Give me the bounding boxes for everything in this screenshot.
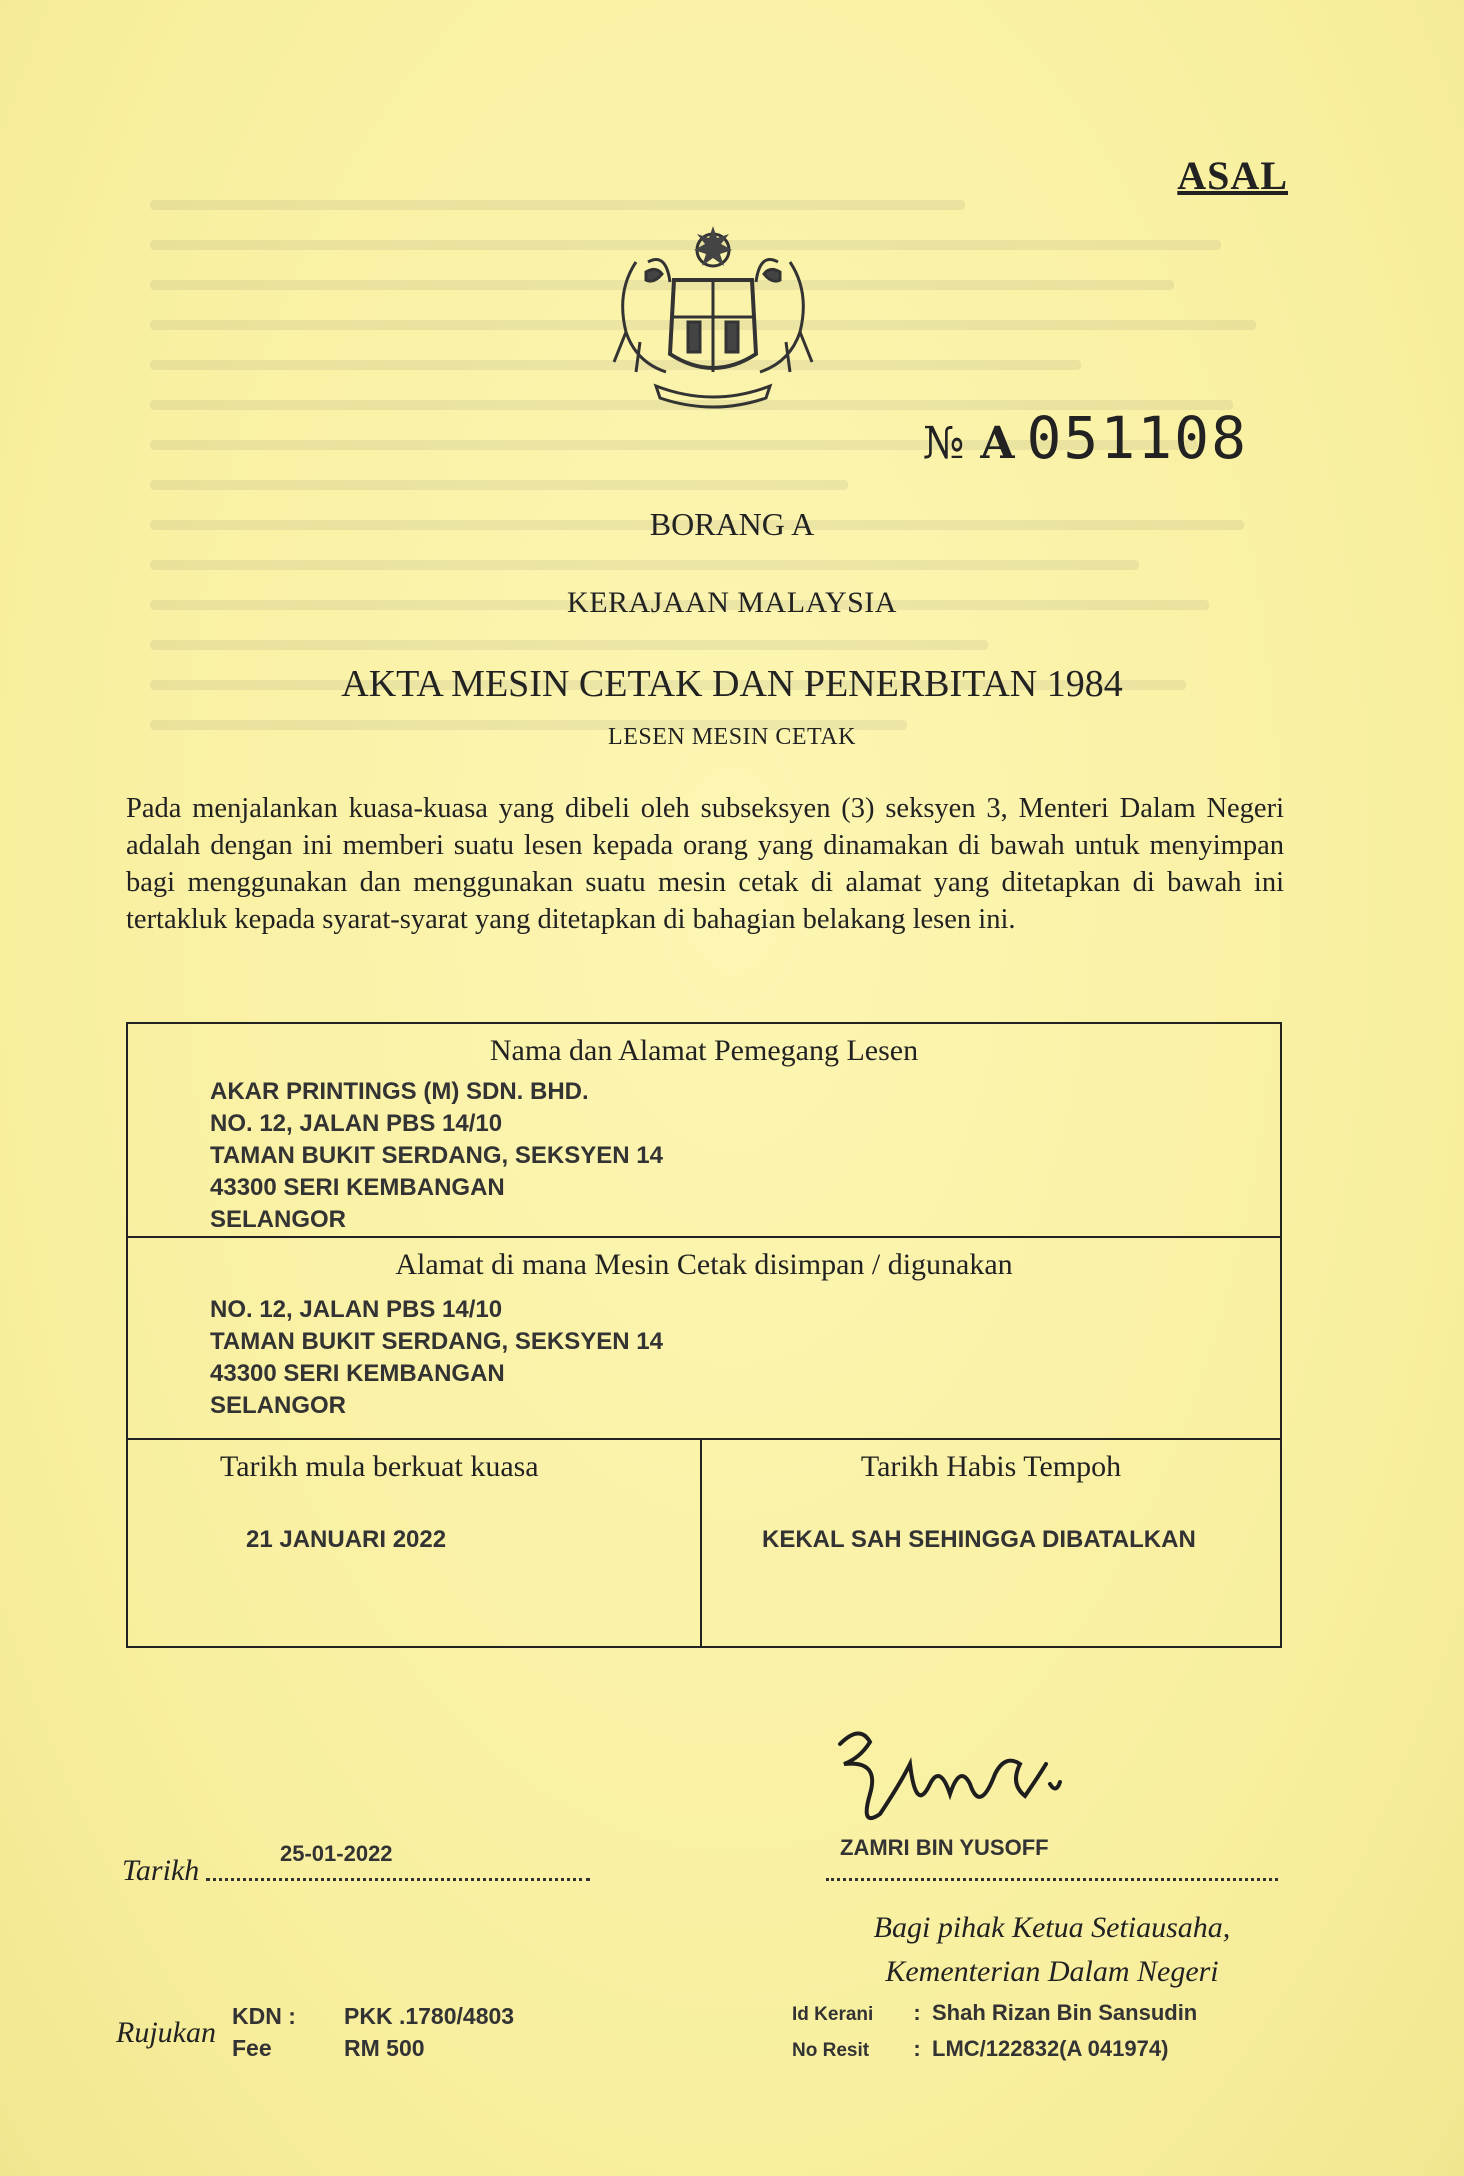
holder-line: SELANGOR <box>210 1206 347 1233</box>
issue-date-value: 25-01-2022 <box>280 1841 393 1866</box>
issue-date-line <box>206 1878 590 1881</box>
serial-series: A <box>980 418 1017 469</box>
start-date-cell <box>128 1440 702 1646</box>
receipt-key: No Resit <box>792 2040 870 2061</box>
license-title: LESEN MESIN CETAK <box>608 724 856 750</box>
fee-value: RM 500 <box>344 2035 425 2061</box>
holder-line: 43300 SERI KEMBANGAN <box>210 1174 505 1201</box>
reference-label: Rujukan <box>116 2016 216 2049</box>
form-title: BORANG A <box>649 506 815 542</box>
location-box <box>126 1236 1282 1440</box>
copy-mark: ASAL <box>1177 153 1288 198</box>
location-line: 43300 SERI KEMBANGAN <box>210 1360 505 1387</box>
end-date-value: KEKAL SAH SEHINGGA DIBATALKAN <box>762 1526 1196 1553</box>
clerk-block: Id Kerani : Shah Rizan Bin Sansudin No Resit : LMC/122832(A 041974) <box>792 1996 1197 2068</box>
act-title: AKTA MESIN CETAK DAN PENERBITAN 1984 <box>341 663 1123 705</box>
officer-name: ZAMRI BIN YUSOFF <box>840 1835 1049 1860</box>
holder-address <box>210 1076 663 1236</box>
end-date-label: Tarikh Habis Tempoh <box>860 1450 1122 1483</box>
dates-box <box>126 1438 1282 1648</box>
on-behalf-text <box>826 1906 1278 1994</box>
government-title: KERAJAAN MALAYSIA <box>567 586 897 619</box>
location-address <box>210 1294 663 1422</box>
holder-line: NO. 12, JALAN PBS 14/10 <box>210 1110 503 1137</box>
serial-prefix: № <box>922 418 967 469</box>
license-paragraph: Pada menjalankan kuasa-kuasa yang dibeli oleh subseksyen (3) seksyen 3, Menteri Dalam Negeri adalah dengan ini memberi suatu lesen kepada orang yang dinamakan di bawah untuk menyimpan bagi menggunakan dan menggunakan suatu mesin cetak di alamat yang ditetapkan di bawah ini tertakluk kepada syarat-syarat yang ditetapkan di bahagian belakang lesen ini. <box>126 793 1284 935</box>
serial-number <box>923 404 1248 472</box>
clerk-id-value: Shah Rizan Bin Sansudin <box>932 2000 1198 2025</box>
kdn-key: KDN : <box>232 2003 296 2029</box>
location-heading: Alamat di mana Mesin Cetak disimpan / digunakan <box>395 1248 1013 1281</box>
location-line: NO. 12, JALAN PBS 14/10 <box>210 1296 503 1323</box>
location-line: SELANGOR <box>210 1392 347 1419</box>
holder-box <box>126 1022 1282 1238</box>
reference-block <box>232 2000 514 2064</box>
holder-heading: Nama dan Alamat Pemegang Lesen <box>489 1034 919 1067</box>
end-date-cell <box>702 1440 1280 1646</box>
clerk-id-key: Id Kerani <box>792 2004 874 2025</box>
holder-line: TAMAN BUKIT SERDANG, SEKSYEN 14 <box>210 1142 663 1169</box>
start-date-value: 21 JANUARI 2022 <box>246 1526 447 1553</box>
location-line: TAMAN BUKIT SERDANG, SEKSYEN 14 <box>210 1328 663 1355</box>
on-behalf-line-2: Kementerian Dalam Negeri <box>885 1955 1219 1988</box>
holder-line: AKAR PRINTINGS (M) SDN. BHD. <box>210 1078 589 1105</box>
malaysia-coat-of-arms-icon <box>596 222 830 412</box>
start-date-label: Tarikh mula berkuat kuasa <box>220 1450 539 1483</box>
serial-digits: 051108 <box>1026 404 1248 472</box>
issue-date-label: Tarikh <box>122 1854 200 1887</box>
receipt-value: LMC/122832(A 041974) <box>932 2036 1169 2061</box>
fee-key: Fee <box>232 2035 272 2061</box>
signature-line <box>826 1878 1278 1881</box>
kdn-value: PKK .1780/4803 <box>344 2003 515 2029</box>
on-behalf-line-1: Bagi pihak Ketua Setiausaha, <box>873 1911 1231 1944</box>
